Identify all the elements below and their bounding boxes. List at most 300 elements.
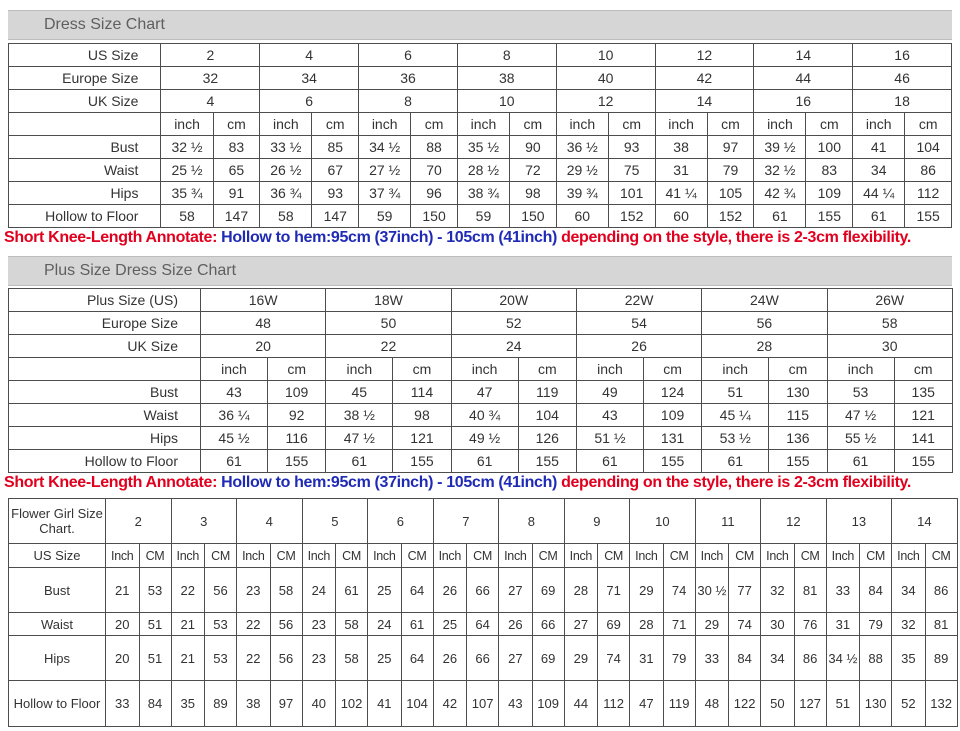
size-value: 12 xyxy=(655,44,754,67)
unit-cm: CM xyxy=(794,544,826,568)
measurement-value: 60 xyxy=(655,205,707,228)
measurement-value: 76 xyxy=(794,613,826,636)
note-hollow-to-hem: Hollow to hem:95cm (37inch) - 105cm (41inch) xyxy=(221,474,557,491)
unit-row xyxy=(9,544,958,568)
plus-size-table xyxy=(8,288,953,473)
row-label: Bust xyxy=(9,381,201,404)
measurement-value: 25 xyxy=(368,568,402,613)
unit-inch: Inch xyxy=(892,544,926,568)
measurement-row xyxy=(9,381,953,404)
measurement-value: 132 xyxy=(925,681,957,727)
size-value: 2 xyxy=(106,499,172,544)
plus-size-chart-title: Plus Size Dress Size Chart xyxy=(44,262,237,279)
unit-cm: CM xyxy=(925,544,957,568)
note-flexibility: depending on the style, there is 2-3cm flexibility. xyxy=(561,474,912,491)
dress-size-chart-banner xyxy=(8,10,952,40)
measurement-value: 109 xyxy=(532,681,564,727)
measurement-value: 53 ½ xyxy=(702,427,769,450)
unit-inch: Inch xyxy=(368,544,402,568)
unit-inch: Inch xyxy=(695,544,729,568)
measurement-value: 38 xyxy=(237,681,271,727)
size-value: 12 xyxy=(761,499,827,544)
measurement-value: 22 xyxy=(171,568,205,613)
size-value: 20W xyxy=(451,289,576,312)
measurement-value: 23 xyxy=(237,568,271,613)
size-value: 4 xyxy=(260,44,359,67)
measurement-value: 67 xyxy=(312,159,359,182)
row-label: Waist xyxy=(9,613,106,636)
measurement-value: 27 xyxy=(499,636,533,681)
unit-inch: inch xyxy=(853,113,905,136)
measurement-value: 25 xyxy=(433,613,467,636)
unit-cm: CM xyxy=(532,544,564,568)
unit-cm: cm xyxy=(268,358,326,381)
measurement-value: 53 xyxy=(205,613,237,636)
measurement-value: 100 xyxy=(806,136,853,159)
measurement-value: 119 xyxy=(518,381,576,404)
unit-cm: CM xyxy=(205,544,237,568)
size-value: 18W xyxy=(326,289,451,312)
size-value: 56 xyxy=(702,312,827,335)
measurement-value: 61 xyxy=(853,205,905,228)
unit-cm: CM xyxy=(598,544,630,568)
note-hollow-to-hem: Hollow to hem:95cm (37inch) - 105cm (41inch) xyxy=(221,229,557,246)
unit-row xyxy=(9,358,953,381)
measurement-value: 152 xyxy=(608,205,655,228)
measurement-value: 85 xyxy=(312,136,359,159)
note-label: Short Knee-Length Annotate: xyxy=(4,229,218,246)
measurement-value: 23 xyxy=(302,613,336,636)
row-label: US Size xyxy=(9,544,106,568)
measurement-value: 44 ¼ xyxy=(853,182,905,205)
unit-inch: inch xyxy=(576,358,643,381)
measurement-row xyxy=(9,205,952,228)
measurement-value: 55 ½ xyxy=(827,427,894,450)
measurement-value: 53 xyxy=(139,568,171,613)
unit-inch: Inch xyxy=(237,544,271,568)
row-label: Hollow to Floor xyxy=(9,450,201,473)
measurement-value: 69 xyxy=(598,613,630,636)
measurement-row xyxy=(9,404,953,427)
measurement-value: 48 xyxy=(695,681,729,727)
measurement-value: 86 xyxy=(794,636,826,681)
size-value: 36 xyxy=(359,67,458,90)
size-value: 10 xyxy=(630,499,696,544)
unit-cm: cm xyxy=(510,113,557,136)
measurement-value: 42 ¾ xyxy=(754,182,806,205)
europe-size-row xyxy=(9,67,952,90)
row-label: UK Size xyxy=(9,90,161,113)
unit-cm: cm xyxy=(707,113,754,136)
measurement-value: 29 xyxy=(695,613,729,636)
measurement-value: 26 xyxy=(499,613,533,636)
size-value: 22 xyxy=(326,335,451,358)
measurement-row xyxy=(9,136,952,159)
measurement-value: 30 ½ xyxy=(695,568,729,613)
unit-inch: inch xyxy=(161,113,213,136)
row-label: UK Size xyxy=(9,335,201,358)
measurement-value: 39 ½ xyxy=(754,136,806,159)
measurement-value: 52 xyxy=(892,681,926,727)
measurement-value: 74 xyxy=(598,636,630,681)
measurement-value: 84 xyxy=(729,636,761,681)
dress-size-chart-title: Dress Size Chart xyxy=(44,16,165,33)
measurement-value: 90 xyxy=(510,136,557,159)
measurement-value: 32 ½ xyxy=(161,136,213,159)
note-flexibility: depending on the style, there is 2-3cm flexibility. xyxy=(561,229,912,246)
measurement-value: 31 xyxy=(630,636,664,681)
measurement-value: 155 xyxy=(643,450,701,473)
europe-size-row xyxy=(9,312,953,335)
size-value: 4 xyxy=(161,90,260,113)
row-label: Hips xyxy=(9,636,106,681)
size-value: 22W xyxy=(576,289,701,312)
measurement-value: 83 xyxy=(806,159,853,182)
measurement-value: 26 xyxy=(433,568,467,613)
unit-cm: cm xyxy=(769,358,827,381)
measurement-value: 38 xyxy=(655,136,707,159)
measurement-value: 109 xyxy=(268,381,326,404)
unit-cm: cm xyxy=(905,113,952,136)
measurement-value: 89 xyxy=(205,681,237,727)
dress-size-table xyxy=(8,43,952,228)
size-value: 20 xyxy=(201,335,326,358)
size-value: 24 xyxy=(451,335,576,358)
measurement-value: 21 xyxy=(171,636,205,681)
measurement-value: 21 xyxy=(171,613,205,636)
measurement-value: 121 xyxy=(894,404,952,427)
measurement-value: 32 ½ xyxy=(754,159,806,182)
measurement-value: 86 xyxy=(905,159,952,182)
measurement-value: 60 xyxy=(556,205,608,228)
plus-size-chart-banner xyxy=(8,256,952,286)
unit-cm: cm xyxy=(643,358,701,381)
measurement-value: 66 xyxy=(467,568,499,613)
size-value: 46 xyxy=(853,67,952,90)
measurement-value: 49 ½ xyxy=(451,427,518,450)
measurement-value: 71 xyxy=(663,613,695,636)
measurement-value: 43 xyxy=(201,381,268,404)
unit-inch: Inch xyxy=(106,544,140,568)
unit-cm: cm xyxy=(213,113,260,136)
measurement-value: 39 ¾ xyxy=(556,182,608,205)
measurement-value: 56 xyxy=(205,568,237,613)
measurement-value: 23 xyxy=(302,636,336,681)
measurement-value: 26 xyxy=(433,636,467,681)
row-label: US Size xyxy=(9,44,161,67)
measurement-value: 33 ½ xyxy=(260,136,312,159)
measurement-value: 64 xyxy=(401,568,433,613)
measurement-value: 56 xyxy=(270,636,302,681)
measurement-value: 32 xyxy=(892,613,926,636)
unit-cm: cm xyxy=(411,113,458,136)
measurement-value: 61 xyxy=(201,450,268,473)
measurement-value: 34 ½ xyxy=(359,136,411,159)
measurement-value: 34 xyxy=(761,636,795,681)
measurement-value: 40 ¾ xyxy=(451,404,518,427)
measurement-value: 29 xyxy=(564,636,598,681)
measurement-value: 28 xyxy=(630,613,664,636)
unit-cm: cm xyxy=(806,113,853,136)
measurement-value: 102 xyxy=(336,681,368,727)
measurement-value: 74 xyxy=(729,613,761,636)
measurement-value: 25 ½ xyxy=(161,159,213,182)
measurement-value: 21 xyxy=(106,568,140,613)
unit-cm: cm xyxy=(894,358,952,381)
size-value: 16 xyxy=(853,44,952,67)
size-value: 14 xyxy=(892,499,958,544)
unit-inch: Inch xyxy=(564,544,598,568)
measurement-value: 130 xyxy=(860,681,892,727)
measurement-value: 61 xyxy=(336,568,368,613)
annotation-note-2 xyxy=(4,474,911,496)
measurement-value: 29 ½ xyxy=(556,159,608,182)
size-value: 28 xyxy=(702,335,827,358)
measurement-row xyxy=(9,613,958,636)
unit-inch: inch xyxy=(201,358,268,381)
measurement-value: 112 xyxy=(905,182,952,205)
measurement-value: 66 xyxy=(467,636,499,681)
measurement-row xyxy=(9,427,953,450)
unit-cm: cm xyxy=(312,113,359,136)
unit-cm: CM xyxy=(663,544,695,568)
measurement-value: 45 xyxy=(326,381,393,404)
measurement-value: 34 xyxy=(892,568,926,613)
unit-inch: Inch xyxy=(761,544,795,568)
measurement-value: 104 xyxy=(518,404,576,427)
measurement-value: 61 xyxy=(754,205,806,228)
size-value: 52 xyxy=(451,312,576,335)
measurement-value: 31 xyxy=(826,613,860,636)
row-label: Plus Size (US) xyxy=(9,289,201,312)
measurement-value: 27 xyxy=(499,568,533,613)
measurement-value: 93 xyxy=(312,182,359,205)
unit-inch: Inch xyxy=(433,544,467,568)
measurement-value: 38 ½ xyxy=(326,404,393,427)
measurement-value: 150 xyxy=(411,205,458,228)
measurement-row xyxy=(9,159,952,182)
measurement-value: 93 xyxy=(608,136,655,159)
size-value: 14 xyxy=(655,90,754,113)
measurement-value: 104 xyxy=(905,136,952,159)
size-value: 6 xyxy=(260,90,359,113)
size-value: 12 xyxy=(556,90,655,113)
measurement-value: 61 xyxy=(576,450,643,473)
size-value: 11 xyxy=(695,499,761,544)
size-value: 2 xyxy=(161,44,260,67)
flower-girl-size-table xyxy=(8,498,958,727)
measurement-value: 124 xyxy=(643,381,701,404)
measurement-value: 37 ¾ xyxy=(359,182,411,205)
measurement-value: 97 xyxy=(270,681,302,727)
measurement-value: 81 xyxy=(794,568,826,613)
size-value: 9 xyxy=(564,499,630,544)
measurement-row xyxy=(9,568,958,613)
measurement-value: 91 xyxy=(213,182,260,205)
measurement-value: 42 xyxy=(433,681,467,727)
measurement-value: 66 xyxy=(532,613,564,636)
measurement-value: 35 ½ xyxy=(457,136,509,159)
measurement-value: 150 xyxy=(510,205,557,228)
measurement-value: 53 xyxy=(205,636,237,681)
measurement-value: 92 xyxy=(268,404,326,427)
size-value: 32 xyxy=(161,67,260,90)
size-value: 4 xyxy=(237,499,303,544)
measurement-value: 47 ½ xyxy=(326,427,393,450)
measurement-row xyxy=(9,681,958,727)
measurement-value: 81 xyxy=(925,613,957,636)
size-value: 6 xyxy=(368,499,434,544)
size-value: 10 xyxy=(556,44,655,67)
measurement-value: 51 xyxy=(826,681,860,727)
measurement-value: 31 xyxy=(655,159,707,182)
measurement-value: 25 xyxy=(368,636,402,681)
unit-inch: inch xyxy=(326,358,393,381)
measurement-value: 83 xyxy=(213,136,260,159)
row-label: Waist xyxy=(9,159,161,182)
measurement-value: 107 xyxy=(467,681,499,727)
measurement-value: 40 xyxy=(302,681,336,727)
unit-inch: inch xyxy=(457,113,509,136)
measurement-value: 61 xyxy=(326,450,393,473)
unit-inch: inch xyxy=(359,113,411,136)
measurement-value: 51 ½ xyxy=(576,427,643,450)
row-label: Bust xyxy=(9,136,161,159)
measurement-value: 53 xyxy=(827,381,894,404)
measurement-value: 147 xyxy=(213,205,260,228)
measurement-value: 79 xyxy=(860,613,892,636)
measurement-value: 36 ¼ xyxy=(201,404,268,427)
measurement-value: 35 ¾ xyxy=(161,182,213,205)
measurement-value: 59 xyxy=(457,205,509,228)
measurement-value: 112 xyxy=(598,681,630,727)
unit-cm: CM xyxy=(139,544,171,568)
measurement-value: 64 xyxy=(467,613,499,636)
size-value: 6 xyxy=(359,44,458,67)
measurement-value: 147 xyxy=(312,205,359,228)
annotation-note-1 xyxy=(4,229,911,251)
measurement-value: 122 xyxy=(729,681,761,727)
measurement-value: 33 xyxy=(106,681,140,727)
measurement-value: 126 xyxy=(518,427,576,450)
size-value: 5 xyxy=(302,499,368,544)
measurement-value: 155 xyxy=(806,205,853,228)
size-value: 40 xyxy=(556,67,655,90)
unit-inch: inch xyxy=(827,358,894,381)
measurement-value: 34 xyxy=(853,159,905,182)
measurement-value: 35 xyxy=(171,681,205,727)
unit-cm: CM xyxy=(860,544,892,568)
measurement-value: 101 xyxy=(608,182,655,205)
measurement-value: 155 xyxy=(268,450,326,473)
measurement-value: 97 xyxy=(707,136,754,159)
size-value: 16W xyxy=(201,289,326,312)
size-value: 13 xyxy=(826,499,892,544)
measurement-value: 77 xyxy=(729,568,761,613)
measurement-value: 43 xyxy=(499,681,533,727)
unit-cm: CM xyxy=(336,544,368,568)
measurement-value: 29 xyxy=(630,568,664,613)
measurement-value: 47 ½ xyxy=(827,404,894,427)
measurement-value: 109 xyxy=(643,404,701,427)
unit-row xyxy=(9,113,952,136)
measurement-value: 61 xyxy=(702,450,769,473)
us-size-row xyxy=(9,289,953,312)
measurement-value: 59 xyxy=(359,205,411,228)
measurement-value: 155 xyxy=(769,450,827,473)
measurement-value: 135 xyxy=(894,381,952,404)
size-value: 8 xyxy=(457,44,556,67)
measurement-value: 69 xyxy=(532,568,564,613)
row-label: Hollow to Floor xyxy=(9,205,161,228)
size-value: 30 xyxy=(827,335,952,358)
measurement-value: 127 xyxy=(794,681,826,727)
unit-cm: cm xyxy=(393,358,451,381)
unit-inch: Inch xyxy=(499,544,533,568)
measurement-value: 41 xyxy=(368,681,402,727)
measurement-value: 28 ½ xyxy=(457,159,509,182)
measurement-value: 47 xyxy=(630,681,664,727)
measurement-value: 43 xyxy=(576,404,643,427)
uk-size-row xyxy=(9,90,952,113)
measurement-row xyxy=(9,450,953,473)
measurement-value: 121 xyxy=(393,427,451,450)
size-value: 14 xyxy=(754,44,853,67)
row-label: Flower Girl Size Chart. xyxy=(9,499,106,544)
measurement-value: 22 xyxy=(237,613,271,636)
size-value: 34 xyxy=(260,67,359,90)
measurement-value: 27 xyxy=(564,613,598,636)
size-value: 8 xyxy=(359,90,458,113)
size-value: 16 xyxy=(754,90,853,113)
measurement-value: 34 ½ xyxy=(826,636,860,681)
measurement-value: 58 xyxy=(260,205,312,228)
measurement-value: 58 xyxy=(270,568,302,613)
measurement-value: 109 xyxy=(806,182,853,205)
measurement-value: 58 xyxy=(161,205,213,228)
measurement-value: 58 xyxy=(336,613,368,636)
measurement-value: 79 xyxy=(663,636,695,681)
measurement-value: 44 xyxy=(564,681,598,727)
row-label: Hips xyxy=(9,182,161,205)
size-value: 24W xyxy=(702,289,827,312)
row-label: Bust xyxy=(9,568,106,613)
size-value: 44 xyxy=(754,67,853,90)
measurement-value: 130 xyxy=(769,381,827,404)
measurement-value: 86 xyxy=(925,568,957,613)
measurement-value: 119 xyxy=(663,681,695,727)
row-label: Hips xyxy=(9,427,201,450)
unit-cm: cm xyxy=(608,113,655,136)
unit-row-blank xyxy=(9,113,161,136)
measurement-value: 74 xyxy=(663,568,695,613)
unit-row-blank xyxy=(9,358,201,381)
row-label: Europe Size xyxy=(9,312,201,335)
measurement-value: 70 xyxy=(411,159,458,182)
measurement-value: 20 xyxy=(106,613,140,636)
measurement-value: 104 xyxy=(401,681,433,727)
size-value: 26 xyxy=(576,335,701,358)
measurement-value: 33 xyxy=(695,636,729,681)
unit-inch: Inch xyxy=(826,544,860,568)
measurement-value: 51 xyxy=(139,636,171,681)
row-label: Europe Size xyxy=(9,67,161,90)
size-value: 3 xyxy=(171,499,237,544)
row-label: Waist xyxy=(9,404,201,427)
unit-cm: CM xyxy=(270,544,302,568)
measurement-value: 69 xyxy=(532,636,564,681)
unit-cm: CM xyxy=(467,544,499,568)
